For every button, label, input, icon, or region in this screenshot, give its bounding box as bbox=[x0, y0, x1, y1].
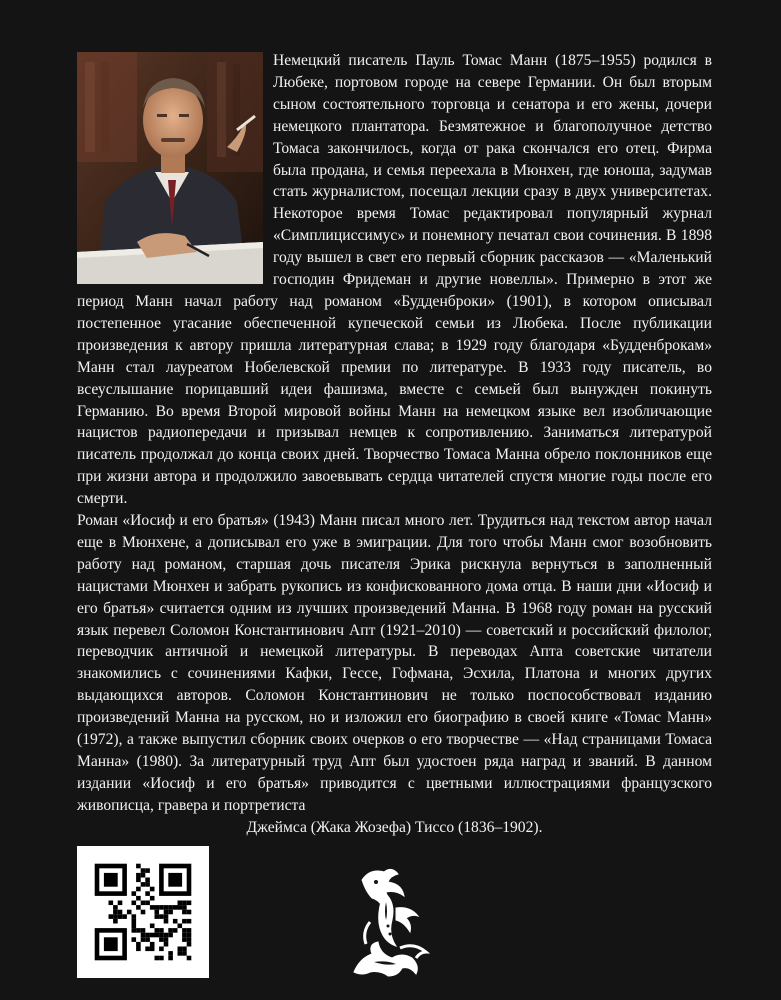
publisher-emblem bbox=[340, 862, 440, 980]
biography-text bbox=[77, 50, 712, 839]
bio-paragraph-1: Немецкий писатель Пауль Томас Манн (1875–1955) родился в Любеке, портовом городе на севере Германии. Он был вторым сыном состоятельного торговца и сенатора и его жены, дочери немецкого плантатора. Безмятежное и благополучное детство Томаса закончилось, когда от рака скончался его отец. Фирма была продана, и семья переехала в Мюнхен, где юноша, задумав стать журналистом, посещал лекции сразу в двух университетах. Некоторое время Томас редактировал популярный журнал «Симплициссимус» и понемногу печатал свои сочинения. В 1898 году вышел в свет его первый сборник рассказов — «Маленький господин Фридеман и другие новеллы». Примерно в этот же период Манн начал работу над романом «Будденброки» (1901), в котором описывал постепенное угасание обеспеченной купеческой семьи из Любека. После публикации произведения к автору пришла литературная слава; в 1929 году благодаря «Будденброкам» Манн стал лауреатом Нобелевской премии по литературе. В 1933 году писатель, во всеуслышание порицавший идеи фашизма, вместе с семьей был вынужден покинуть Германию. Во время Второй мировой войны Манн на немецком языке вел изобличающие нацистов радиопередачи и призывал немцев к сопротивлению. Заниматься литературой писатель продолжал до конца своих дней. Творчество Томаса Манна обрело поклонников еще при жизни автора и продолжило завоевывать сердца читателей спустя многие годы после его смерти. bbox=[77, 52, 712, 508]
qr-code-icon bbox=[77, 846, 209, 978]
qr-code bbox=[77, 846, 209, 978]
bio-paragraph-2: Роман «Иосиф и его братья» (1943) Манн писал много лет. Трудиться над текстом автор начал еще в Мюнхене, а дописывал его уже в эмиграции. Для того чтобы Манн смог возобновить работу над романом, старшая дочь писателя Эрика рискнула вернуться в заполненный нацистами Мюнхен и забрать рукопись из конфискованного дома отца. В наши дни «Иосиф и его братья» считается одним из лучших произведений Манна. В 1968 году роман на русский язык перевел Соломон Константинович Апт (1921–2010) — советский и российский филолог, переводчик античной и немецкой литературы. В переводах Апта советские читатели знакомились с сочинениями Кафки, Гессе, Гофмана, Эсхила, Платона и многих других выдающихся авторов. Соломон Константинович не только поспособствовал изданию произведений Манна на русском, но и изложил его биографию в своей книге «Томас Манн» (1972), а также выпустил сборник своих очерков о его творчестве — «Над страницами Томаса Манна» (1980). За литературный труд Апт был удостоен ряда наград и званий. В данном издании «Иосиф и его братья» приводится с цветными иллюстрациями французского живописца, гравера и портретиста bbox=[77, 512, 712, 814]
bio-paragraph-2-last-line: Джеймса (Жака Жозефа) Тиссо (1836–1902). bbox=[246, 818, 543, 836]
dragon-emblem-icon bbox=[340, 862, 440, 980]
portrait-space bbox=[77, 50, 273, 287]
